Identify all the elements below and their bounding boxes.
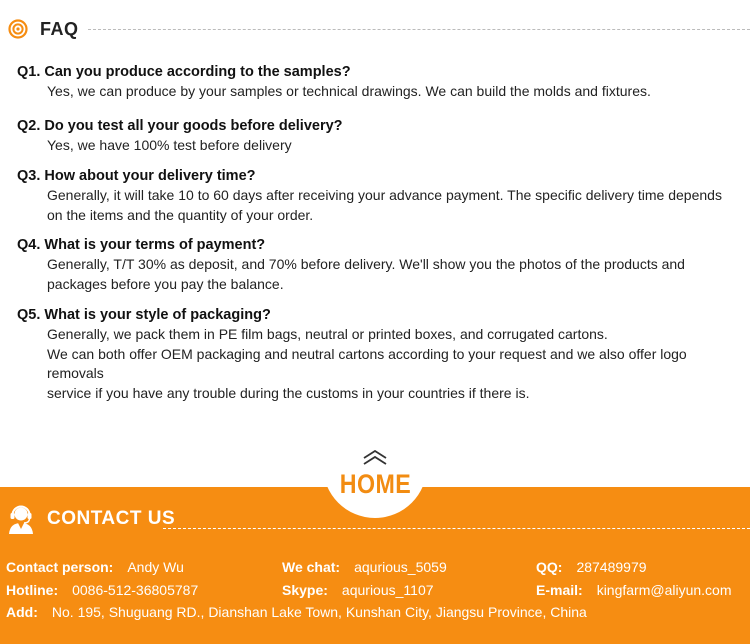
customer-service-icon	[5, 503, 37, 535]
faq-answer: Yes, we have 100% test before delivery	[47, 137, 292, 153]
skype	[282, 582, 434, 598]
wechat-value: aqurious_5059	[354, 559, 447, 575]
hotline	[6, 582, 198, 598]
wechat	[282, 559, 447, 575]
faq-item-1	[17, 63, 747, 102]
faq-item-2	[17, 117, 747, 156]
faq-question: Q2. Do you test all your goods before delivery?	[17, 118, 343, 134]
contact-title: CONTACT US	[47, 508, 176, 529]
qq	[536, 559, 647, 575]
faq-item-3	[17, 167, 747, 225]
contact-person-value: Andy Wu	[127, 559, 184, 575]
faq-question: Q4. What is your terms of payment?	[17, 237, 266, 253]
faq-divider	[88, 29, 750, 30]
skype-value: aqurious_1107	[341, 582, 434, 598]
email	[536, 582, 732, 598]
email-label: E-mail:	[536, 582, 583, 598]
faq-answer: Generally, T/T 30% as deposit, and 70% before delivery. We'll show you the photos of the products and	[47, 256, 685, 272]
faq-question: Q5. What is your style of packaging?	[17, 307, 271, 323]
contact-person-label: Contact person:	[6, 559, 114, 575]
faq-answer: packages before you pay the balance.	[47, 275, 284, 292]
double-chevron-up-icon	[361, 450, 389, 466]
faq-question: Q1. Can you produce according to the samples?	[17, 64, 351, 80]
faq-answer: Yes, we can produce by your samples or technical drawings. We can build the molds and fixtures.	[47, 83, 651, 99]
hotline-value: 0086-512-36805787	[72, 582, 199, 598]
skype-label: Skype:	[282, 582, 328, 598]
wechat-label: We chat:	[282, 559, 341, 575]
faq-answer: service if you have any trouble during the customs in your countries if there is.	[47, 384, 530, 401]
faq-header	[8, 18, 79, 40]
faq-item-4	[17, 236, 747, 294]
address-value: No. 195, Shuguang RD., Dianshan Lake Town, Kunshan City, Jiangsu Province, China	[51, 604, 587, 620]
faq-item-5	[17, 306, 747, 403]
faq-title: FAQ	[40, 18, 79, 39]
faq-answer: We can both offer OEM packaging and neutral cartons according to your request and we also offer logo removals	[47, 345, 687, 381]
email-link[interactable]: kingfarm@aliyun.com	[596, 582, 732, 598]
qq-label: QQ:	[536, 559, 563, 575]
address-label: Add:	[6, 604, 38, 620]
faq-answer: Generally, it will take 10 to 60 days after receiving your advance payment. The specific delivery time depends	[47, 187, 722, 203]
faq-answer: Generally, we pack them in PE film bags, neutral or printed boxes, and corrugated cartons.	[47, 326, 608, 342]
hotline-label: Hotline:	[6, 582, 59, 598]
home-label: HOME	[339, 469, 411, 499]
contact-person	[6, 559, 184, 575]
address	[6, 604, 587, 620]
faq-question: Q3. How about your delivery time?	[17, 168, 256, 184]
faq-answer: on the items and the quantity of your order.	[47, 206, 314, 223]
contact-header	[5, 503, 175, 535]
target-icon	[8, 19, 28, 39]
contact-divider	[163, 528, 750, 529]
qq-value: 287489979	[576, 559, 647, 575]
